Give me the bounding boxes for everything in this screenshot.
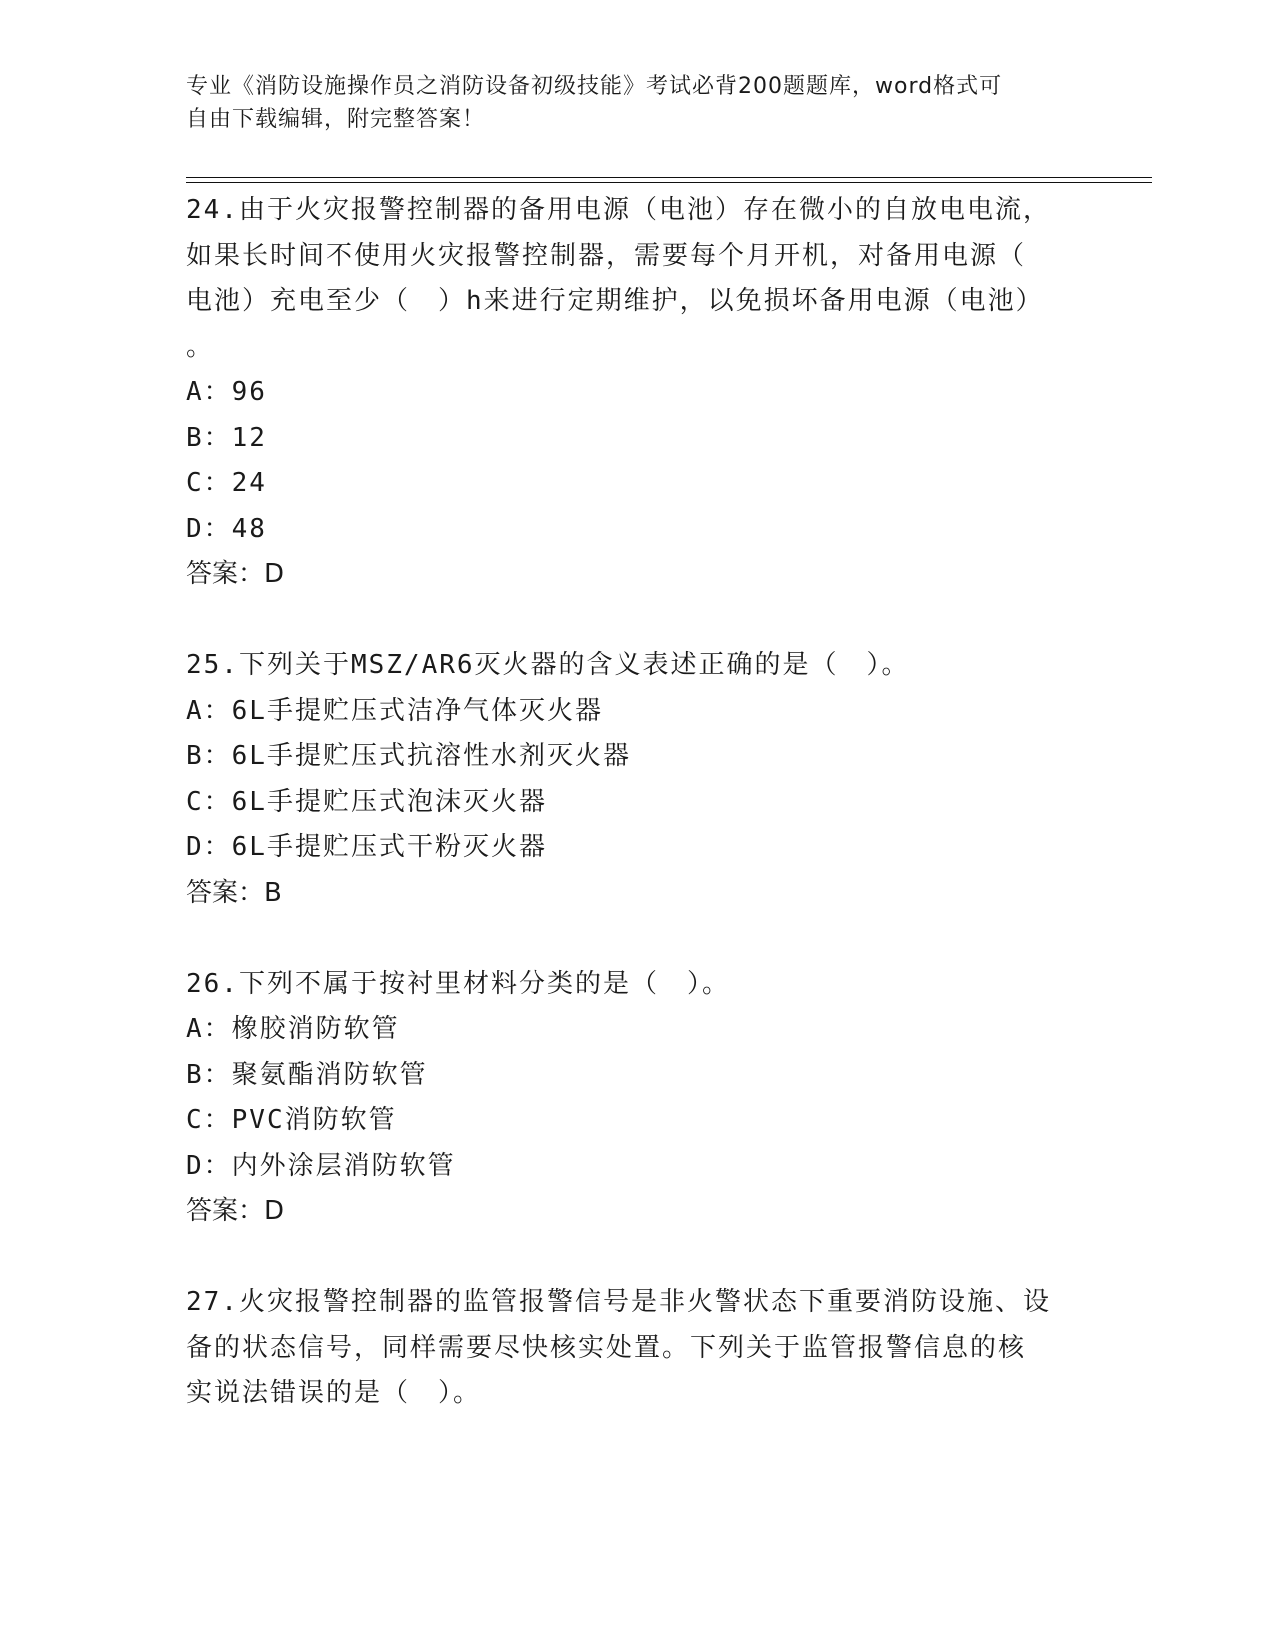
question-26 [186,962,1086,1235]
option-c: C：PVC消防软管 [186,1105,397,1135]
option-c: C：24 [186,468,267,498]
question-stem-line: 27.火灾报警控制器的监管报警信号是非火警状态下重要消防设施、设 [186,1287,1051,1317]
question-25 [186,643,1086,916]
header-line-2: 自由下载编辑，附完整答案！ [186,107,486,132]
question-stem-line: 电池）充电至少（ ）h来进行定期维护，以免损坏备用电源（电池） [186,286,1044,316]
question-list [186,188,1086,1417]
header-line-1: 专业《消防设施操作员之消防设备初级技能》考试必背200题题库，word格式可 [186,74,1003,99]
document-header [186,70,1086,136]
question-24 [186,188,1086,598]
question-stem-line: 如果长时间不使用火灾报警控制器，需要每个月开机，对备用电源（ [186,240,1027,271]
question-stem-line: 。 [186,331,215,362]
option-d: D：6L手提贮压式干粉灭火器 [186,832,547,862]
header-divider-top [186,177,1152,178]
question-stem-line: 实说法错误的是（ ）。 [186,1378,482,1408]
question-stem-line: 备的状态信号，同样需要尽快核实处置。下列关于监管报警信息的核 [186,1332,1027,1363]
option-b: B：聚氨酯消防软管 [186,1059,428,1090]
option-a: A：橡胶消防软管 [186,1014,400,1044]
question-stem-line: 26.下列不属于按衬里材料分类的是（ ）。 [186,968,730,999]
answer-label: 答案：B [186,877,282,908]
option-a: A：6L手提贮压式洁净气体灭火器 [186,695,603,726]
option-b: B：6L手提贮压式抗溶性水剂灭火器 [186,741,631,771]
option-c: C：6L手提贮压式泡沫灭火器 [186,786,547,817]
option-a: A：96 [186,377,267,407]
answer-label: 答案：D [186,559,285,589]
answer-label: 答案：D [186,1196,285,1226]
question-stem-line: 25.下列关于MSZ/AR6灭火器的含义表述正确的是（ ）。 [186,650,910,680]
header-divider-bottom [186,182,1152,183]
option-d: D：48 [186,513,267,544]
option-b: B：12 [186,422,267,453]
option-d: D：内外涂层消防软管 [186,1150,456,1181]
question-stem-line: 24.由于火灾报警控制器的备用电源（电池）存在微小的自放电电流， [186,195,1051,225]
question-27 [186,1280,1086,1417]
